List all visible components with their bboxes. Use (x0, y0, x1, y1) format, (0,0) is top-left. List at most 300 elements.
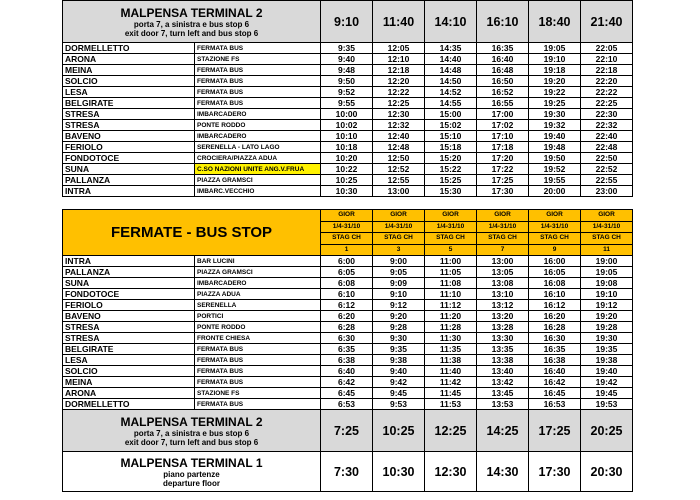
table-row (63, 142, 633, 153)
table-row (63, 333, 633, 344)
fermate-title: FERMATE - BUS STOP (63, 210, 321, 256)
stop-town: STRESA (63, 322, 195, 333)
stop-time: 16:40 (477, 54, 529, 65)
stop-time: 19:10 (529, 54, 581, 65)
stop-time: 6:38 (321, 355, 373, 366)
stop-time: 16:35 (529, 344, 581, 355)
stop-location: PIAZZA GRAMSCI (195, 175, 321, 186)
stop-time: 19:20 (529, 76, 581, 87)
stop-time: 12:10 (373, 54, 425, 65)
table-row (63, 355, 633, 366)
stop-time: 16:28 (529, 322, 581, 333)
stop-location: STAZIONE FS (195, 54, 321, 65)
stop-time: 19:48 (529, 142, 581, 153)
table-gap (62, 197, 632, 209)
timetable-sheet (62, 0, 632, 492)
stop-time: 15:20 (425, 153, 477, 164)
stop-town: BELGIRATE (63, 98, 195, 109)
departure-time: 18:40 (529, 1, 581, 43)
stop-time: 19:05 (529, 43, 581, 54)
stop-time: 19:22 (529, 87, 581, 98)
departure-time: 7:25 (321, 410, 373, 452)
stop-time: 19:40 (529, 131, 581, 142)
stop-time: 12:25 (373, 98, 425, 109)
stop-time: 19:12 (581, 300, 633, 311)
stop-time: 9:42 (373, 377, 425, 388)
stop-time: 9:50 (321, 76, 373, 87)
stop-time: 17:20 (477, 153, 529, 164)
stop-town: DORMELLETTO (63, 43, 195, 54)
table-row (63, 120, 633, 131)
stop-time: 12:05 (373, 43, 425, 54)
stop-time: 16:55 (477, 98, 529, 109)
stop-time: 13:40 (477, 366, 529, 377)
run-header-l3: STAG CH (373, 233, 424, 245)
stop-time: 6:40 (321, 366, 373, 377)
stop-location: SERENELLA (195, 300, 321, 311)
stop-time: 16:00 (529, 256, 581, 267)
run-header-l2: 1/4-31/10 (321, 222, 372, 234)
departure-time: 9:10 (321, 1, 373, 43)
stop-time: 10:22 (321, 164, 373, 175)
stop-time: 9:05 (373, 267, 425, 278)
stop-location: PONTE RODDO (195, 322, 321, 333)
stop-time: 19:52 (529, 164, 581, 175)
stop-time: 13:45 (477, 388, 529, 399)
stop-location: IMBARC.VECCHIO (195, 186, 321, 197)
stop-time: 13:05 (477, 267, 529, 278)
departure-time: 14:10 (425, 1, 477, 43)
stop-time: 22:05 (581, 43, 633, 54)
stop-town: LESA (63, 87, 195, 98)
run-header-cell (581, 210, 633, 256)
stop-town: SOLCIO (63, 76, 195, 87)
stop-town: STRESA (63, 109, 195, 120)
stop-time: 12:22 (373, 87, 425, 98)
run-header-l3: STAG CH (425, 233, 476, 245)
stop-time: 16:05 (529, 267, 581, 278)
stop-location: PIAZZA ADUA (195, 289, 321, 300)
stop-time: 12:52 (373, 164, 425, 175)
stop-time: 12:55 (373, 175, 425, 186)
table-row (63, 54, 633, 65)
stop-time: 16:50 (477, 76, 529, 87)
stop-town: SUNA (63, 278, 195, 289)
table-row (63, 186, 633, 197)
table-row (63, 399, 633, 410)
table-row (63, 289, 633, 300)
run-header-num: 7 (500, 245, 505, 253)
stop-time: 11:05 (425, 267, 477, 278)
stop-time: 11:38 (425, 355, 477, 366)
stop-time: 17:00 (477, 109, 529, 120)
departure-time: 12:25 (425, 410, 477, 452)
departure-time: 17:30 (529, 452, 581, 492)
stop-time: 19:08 (581, 278, 633, 289)
stop-time: 12:18 (373, 65, 425, 76)
stop-time: 6:53 (321, 399, 373, 410)
stop-time: 16:42 (529, 377, 581, 388)
table-row (63, 344, 633, 355)
stop-time: 14:52 (425, 87, 477, 98)
stop-time: 16:10 (529, 289, 581, 300)
terminal-title: MALPENSA TERMINAL 2 (120, 5, 263, 20)
run-header-l1: GIOR (373, 210, 424, 222)
timetable-to-airport (62, 209, 633, 492)
stop-time: 22:30 (581, 109, 633, 120)
stop-location: FRONTE CHIESA (195, 333, 321, 344)
run-header-num: 1 (344, 245, 349, 253)
stop-time: 9:40 (321, 54, 373, 65)
stop-time: 9:10 (373, 289, 425, 300)
stop-time: 9:53 (373, 399, 425, 410)
run-header-num: 5 (448, 245, 453, 253)
stop-town: ARONA (63, 54, 195, 65)
departure-time: 11:40 (373, 1, 425, 43)
stop-time: 22:18 (581, 65, 633, 76)
stop-town: BELGIRATE (63, 344, 195, 355)
stop-location: IMBARCADERO (195, 278, 321, 289)
stop-town: FERIOLO (63, 142, 195, 153)
stop-location: C.SO NAZIONI UNITE ANG.V.FRUA (195, 164, 321, 175)
departure-time: 20:30 (581, 452, 633, 492)
table-row (63, 76, 633, 87)
stop-location: BAR LUCINI (195, 256, 321, 267)
stop-time: 10:25 (321, 175, 373, 186)
stop-time: 6:00 (321, 256, 373, 267)
table-row (63, 366, 633, 377)
stop-time: 19:50 (529, 153, 581, 164)
departure-time: 10:30 (373, 452, 425, 492)
stop-time: 11:42 (425, 377, 477, 388)
stop-time: 14:35 (425, 43, 477, 54)
table-row (63, 175, 633, 186)
stop-time: 14:50 (425, 76, 477, 87)
stop-time: 9:40 (373, 366, 425, 377)
stop-time: 11:12 (425, 300, 477, 311)
stop-time: 11:53 (425, 399, 477, 410)
stop-time: 6:28 (321, 322, 373, 333)
terminal-directions-en: exit door 7, turn left and bus stop 6 (124, 28, 259, 38)
stop-time: 15:25 (425, 175, 477, 186)
stop-town: MEINA (63, 65, 195, 76)
terminal-title: MALPENSA TERMINAL 1 (120, 455, 263, 470)
stop-time: 11:08 (425, 278, 477, 289)
terminal-info-cell (63, 410, 321, 452)
stop-time: 10:02 (321, 120, 373, 131)
departure-time: 16:10 (477, 1, 529, 43)
stop-time: 13:38 (477, 355, 529, 366)
stop-time: 13:28 (477, 322, 529, 333)
departure-time: 17:25 (529, 410, 581, 452)
stop-time: 15:30 (425, 186, 477, 197)
stop-town: MEINA (63, 377, 195, 388)
stop-time: 9:12 (373, 300, 425, 311)
stop-time: 22:25 (581, 98, 633, 109)
stop-time: 9:09 (373, 278, 425, 289)
stop-time: 17:25 (477, 175, 529, 186)
run-header-l3: STAG CH (581, 233, 632, 245)
terminal-directions-en: exit door 7, turn left and bus stop 6 (124, 437, 259, 447)
stop-time: 19:00 (581, 256, 633, 267)
stop-time: 16:48 (477, 65, 529, 76)
stop-time: 22:20 (581, 76, 633, 87)
stop-time: 12:32 (373, 120, 425, 131)
run-header-num: 9 (552, 245, 557, 253)
stop-time: 22:48 (581, 142, 633, 153)
stop-time: 10:20 (321, 153, 373, 164)
stop-time: 12:48 (373, 142, 425, 153)
stop-time: 20:00 (529, 186, 581, 197)
run-header-l3: STAG CH (477, 233, 528, 245)
stop-time: 10:30 (321, 186, 373, 197)
stop-time: 6:08 (321, 278, 373, 289)
run-header-cell (373, 210, 425, 256)
stop-time: 14:40 (425, 54, 477, 65)
stop-location: SERENELLA - LATO LAGO (195, 142, 321, 153)
stop-location: FERMATA BUS (195, 43, 321, 54)
run-header-l1: GIOR (425, 210, 476, 222)
table-row (63, 267, 633, 278)
table-row (63, 300, 633, 311)
stop-time: 16:45 (529, 388, 581, 399)
terminal-info-cell (63, 452, 321, 492)
stop-location: PONTE RODDO (195, 120, 321, 131)
stop-time: 9:38 (373, 355, 425, 366)
stop-time: 6:20 (321, 311, 373, 322)
table-row (63, 98, 633, 109)
table-row (63, 109, 633, 120)
stop-time: 16:53 (529, 399, 581, 410)
table-row (63, 278, 633, 289)
run-header-cell (321, 210, 373, 256)
stop-time: 19:05 (581, 267, 633, 278)
stop-town: INTRA (63, 256, 195, 267)
stop-location: FERMATA BUS (195, 355, 321, 366)
run-header-l3: STAG CH (321, 233, 372, 245)
stop-time: 22:32 (581, 120, 633, 131)
run-header-l2: 1/4-31/10 (373, 222, 424, 234)
stop-time: 19:30 (581, 333, 633, 344)
stop-town: FONDOTOCE (63, 289, 195, 300)
departure-time: 12:30 (425, 452, 477, 492)
terminal-row (63, 1, 633, 43)
stop-time: 15:00 (425, 109, 477, 120)
terminal-info-cell (63, 1, 321, 43)
table-row (63, 65, 633, 76)
table-row (63, 377, 633, 388)
stop-time: 13:30 (477, 333, 529, 344)
stop-time: 16:12 (529, 300, 581, 311)
stop-time: 11:40 (425, 366, 477, 377)
stop-time: 13:20 (477, 311, 529, 322)
stop-location: IMBARCADERO (195, 131, 321, 142)
departure-time: 14:30 (477, 452, 529, 492)
stop-time: 19:42 (581, 377, 633, 388)
stop-time: 16:52 (477, 87, 529, 98)
stop-time: 9:20 (373, 311, 425, 322)
stop-time: 16:20 (529, 311, 581, 322)
stop-time: 10:10 (321, 131, 373, 142)
run-header-l2: 1/4-31/10 (477, 222, 528, 234)
departure-time: 14:25 (477, 410, 529, 452)
stop-time: 22:22 (581, 87, 633, 98)
stop-town: ARONA (63, 388, 195, 399)
stop-town: LESA (63, 355, 195, 366)
terminal-row (63, 410, 633, 452)
stop-time: 19:35 (581, 344, 633, 355)
table-row (63, 131, 633, 142)
stop-town: BAVENO (63, 311, 195, 322)
stop-time: 11:00 (425, 256, 477, 267)
stop-time: 12:30 (373, 109, 425, 120)
stop-time: 13:08 (477, 278, 529, 289)
stop-town: SOLCIO (63, 366, 195, 377)
stop-location: STAZIONE FS (195, 388, 321, 399)
stop-time: 16:30 (529, 333, 581, 344)
stop-time: 13:00 (373, 186, 425, 197)
run-header-l3: STAG CH (529, 233, 580, 245)
stop-time: 16:38 (529, 355, 581, 366)
stop-time: 9:35 (373, 344, 425, 355)
stop-time: 16:08 (529, 278, 581, 289)
stop-time: 10:00 (321, 109, 373, 120)
stop-time: 16:35 (477, 43, 529, 54)
stop-town: INTRA (63, 186, 195, 197)
stop-time: 19:18 (529, 65, 581, 76)
stop-town: SUNA (63, 164, 195, 175)
stop-time: 19:55 (529, 175, 581, 186)
stop-town: FERIOLO (63, 300, 195, 311)
stop-time: 17:02 (477, 120, 529, 131)
stop-time: 19:28 (581, 322, 633, 333)
stop-time: 22:50 (581, 153, 633, 164)
stop-location: FERMATA BUS (195, 87, 321, 98)
stop-time: 6:12 (321, 300, 373, 311)
stop-location: FERMATA BUS (195, 399, 321, 410)
stop-time: 10:18 (321, 142, 373, 153)
stop-time: 15:10 (425, 131, 477, 142)
stop-location: PIAZZA GRAMSCI (195, 267, 321, 278)
stop-time: 9:35 (321, 43, 373, 54)
stop-time: 22:10 (581, 54, 633, 65)
stop-time: 15:22 (425, 164, 477, 175)
stop-town: STRESA (63, 120, 195, 131)
stop-time: 12:40 (373, 131, 425, 142)
stop-time: 12:50 (373, 153, 425, 164)
stop-location: PORTICI (195, 311, 321, 322)
stop-time: 6:10 (321, 289, 373, 300)
stop-time: 9:55 (321, 98, 373, 109)
departure-time: 10:25 (373, 410, 425, 452)
stop-time: 16:40 (529, 366, 581, 377)
run-header-l1: GIOR (529, 210, 580, 222)
table-row (63, 388, 633, 399)
stop-time: 17:10 (477, 131, 529, 142)
run-header-num: 11 (603, 245, 610, 253)
run-header-num: 3 (396, 245, 401, 253)
stop-time: 9:30 (373, 333, 425, 344)
stop-time: 19:40 (581, 366, 633, 377)
terminal-directions-it: porta 7, a sinistra e bus stop 6 (133, 428, 250, 438)
stop-time: 13:35 (477, 344, 529, 355)
stop-time: 13:42 (477, 377, 529, 388)
table-row (63, 311, 633, 322)
run-header-l1: GIOR (581, 210, 632, 222)
stop-time: 9:45 (373, 388, 425, 399)
stop-time: 17:22 (477, 164, 529, 175)
stop-town: PALLANZA (63, 267, 195, 278)
stop-time: 6:35 (321, 344, 373, 355)
stop-time: 11:35 (425, 344, 477, 355)
stop-time: 19:25 (529, 98, 581, 109)
stop-time: 22:40 (581, 131, 633, 142)
stop-time: 19:20 (581, 311, 633, 322)
stop-time: 11:10 (425, 289, 477, 300)
terminal-directions-it: piano partenze (163, 469, 220, 479)
stop-time: 11:20 (425, 311, 477, 322)
stop-time: 12:20 (373, 76, 425, 87)
table-row (63, 153, 633, 164)
run-header-l2: 1/4-31/10 (425, 222, 476, 234)
stop-location: CROCIERA/PIAZZA ADUA (195, 153, 321, 164)
stop-time: 17:18 (477, 142, 529, 153)
departure-time: 21:40 (581, 1, 633, 43)
stop-time: 23:00 (581, 186, 633, 197)
stop-time: 22:55 (581, 175, 633, 186)
run-header-cell (529, 210, 581, 256)
stop-time: 19:30 (529, 109, 581, 120)
stop-time: 13:00 (477, 256, 529, 267)
stop-time: 19:45 (581, 388, 633, 399)
run-header-l1: GIOR (477, 210, 528, 222)
run-header-cell (477, 210, 529, 256)
stop-time: 15:18 (425, 142, 477, 153)
stop-time: 9:48 (321, 65, 373, 76)
stop-location: FERMATA BUS (195, 377, 321, 388)
stop-time: 6:42 (321, 377, 373, 388)
stop-time: 13:12 (477, 300, 529, 311)
terminal-title: MALPENSA TERMINAL 2 (120, 414, 263, 429)
stop-location: FERMATA BUS (195, 344, 321, 355)
stop-time: 19:10 (581, 289, 633, 300)
terminal-directions-en: departure floor (163, 478, 220, 488)
table-row (63, 322, 633, 333)
run-header-l2: 1/4-31/10 (529, 222, 580, 234)
stop-time: 6:45 (321, 388, 373, 399)
stop-town: BAVENO (63, 131, 195, 142)
stop-time: 11:45 (425, 388, 477, 399)
run-header-l1: GIOR (321, 210, 372, 222)
stop-time: 22:52 (581, 164, 633, 175)
column-header-row (63, 210, 633, 256)
stop-location: FERMATA BUS (195, 65, 321, 76)
stop-location: IMBARCADERO (195, 109, 321, 120)
stop-time: 13:10 (477, 289, 529, 300)
stop-location: FERMATA BUS (195, 76, 321, 87)
table-row (63, 87, 633, 98)
stop-town: DORMELLETTO (63, 399, 195, 410)
stop-time: 19:53 (581, 399, 633, 410)
stop-time: 15:02 (425, 120, 477, 131)
stop-location: FERMATA BUS (195, 366, 321, 377)
stop-time: 11:30 (425, 333, 477, 344)
stop-time: 14:55 (425, 98, 477, 109)
stop-time: 14:48 (425, 65, 477, 76)
stop-time: 9:28 (373, 322, 425, 333)
stop-time: 9:52 (321, 87, 373, 98)
stop-time: 11:28 (425, 322, 477, 333)
